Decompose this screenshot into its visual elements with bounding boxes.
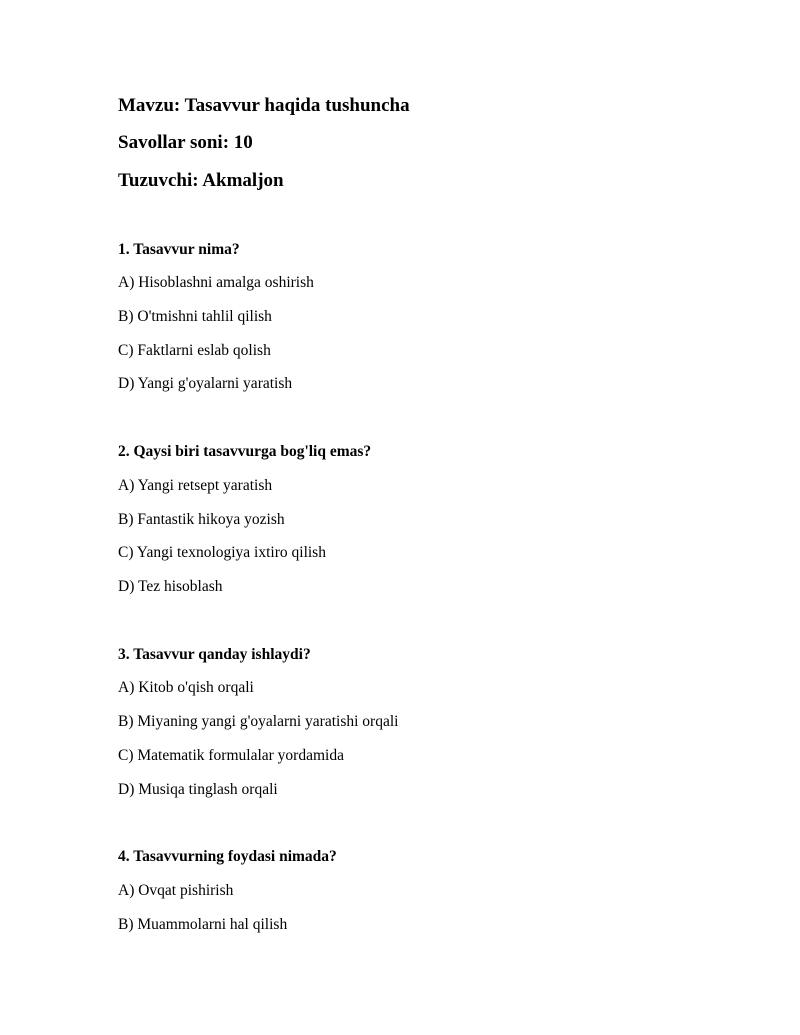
document-page: [118, 0, 738, 1035]
author-heading: Tuzuvchi: Akmaljon: [118, 170, 284, 191]
question-3-option-c: C) Matematik formulalar yordamida: [118, 747, 344, 764]
question-2-option-b: B) Fantastik hikoya yozish: [118, 511, 285, 528]
question-4: 4. Tasavvurning foydasi nimada?: [118, 848, 337, 865]
question-4-option-a: A) Ovqat pishirish: [118, 882, 234, 899]
question-2-option-d: D) Tez hisoblash: [118, 578, 223, 595]
question-1-option-d: D) Yangi g'oyalarni yaratish: [118, 375, 293, 392]
question-1-option-c: C) Faktlarni eslab qolish: [118, 342, 271, 359]
question-2-option-a: A) Yangi retsept yaratish: [118, 477, 273, 494]
question-1-option-b: B) O'tmishni tahlil qilish: [118, 308, 272, 325]
question-1-option-a: A) Hisoblashni amalga oshirish: [118, 274, 314, 291]
question-3-option-a: A) Kitob o'qish orqali: [118, 679, 254, 696]
question-2: 2. Qaysi biri tasavvurga bog'liq emas?: [118, 443, 372, 460]
question-2-option-c: C) Yangi texnologiya ixtiro qilish: [118, 544, 326, 561]
question-3-option-d: D) Musiqa tinglash orqali: [118, 781, 278, 798]
question-4-option-b: B) Muammolarni hal qilish: [118, 916, 288, 933]
question-count-heading: Savollar soni: 10: [118, 132, 253, 153]
question-3: 3. Tasavvur qanday ishlaydi?: [118, 646, 311, 663]
question-3-option-b: B) Miyaning yangi g'oyalarni yaratishi orqali: [118, 713, 399, 730]
topic-heading: Mavzu: Tasavvur haqida tushuncha: [118, 95, 410, 116]
question-1: 1. Tasavvur nima?: [118, 241, 240, 258]
